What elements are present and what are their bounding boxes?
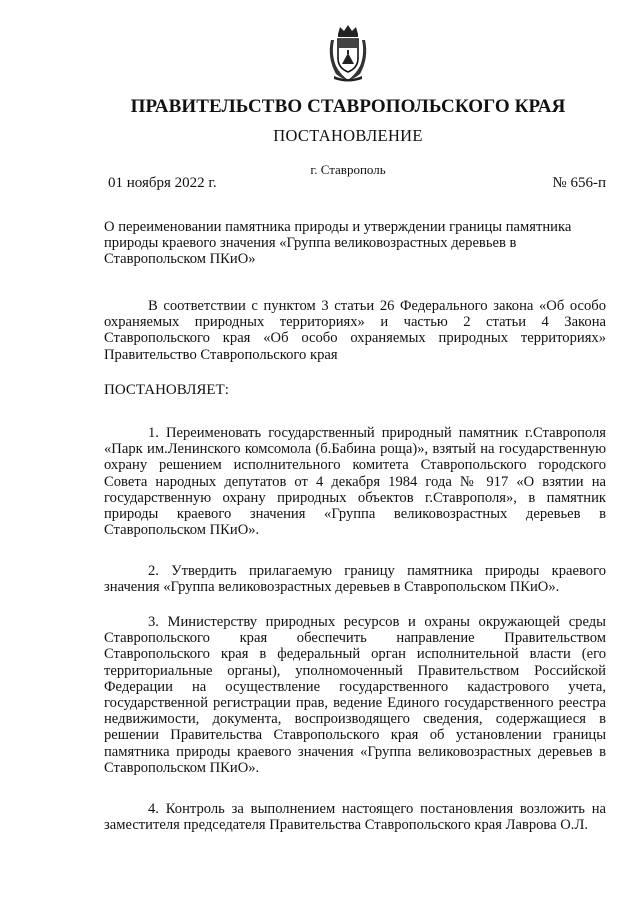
document-date: 01 ноября 2022 г. (108, 175, 217, 191)
subject-text: О переименовании памятника природы и утверждении границы памятника природы краевого значения «Группа великовозрастных деревьев в Ставропольском ПКиО» (104, 219, 572, 268)
preamble-text: В соответствии с пунктом 3 статьи 26 Федерального закона «Об особо охраняемых природных территориях» и частью 2 статьи 4 Закона Ставропольского края «Об особо охраняемых природных территориях» Правительство Ставропольского края (104, 298, 606, 363)
clause-4 (104, 801, 606, 833)
clause-3 (104, 614, 606, 776)
clause-4-text: 4. Контроль за выполнением настоящего постановления возложить на заместителя председателя Правительства Ставропольского края Лаврова О.Л. (104, 801, 606, 834)
resolves-heading: ПОСТАНОВЛЯЕТ: (104, 382, 229, 398)
document-type: ПОСТАНОВЛЕНИЕ (273, 126, 423, 145)
clause-1-text: 1. Переименовать государственный природный памятник г.Ставрополя «Парк им.Ленинского комсомола (б.Бабина роща)», взятый на государственную охрану решением исполнительного комитета Ставропольского городского Совета народных депутатов от 4 декабря 1984 года № 917 «О взятии на государственную охрану природных объектов г.Ставрополя», в памятник природы краевого значения «Группа великовозрастных деревьев в Ставропольском ПКиО». (104, 425, 606, 539)
document-number: № 656-п (552, 175, 606, 191)
clause-3-text: 3. Министерству природных ресурсов и охраны окружающей среды Ставропольского края обеспечить направление Правительством Ставропольского края в федеральный орган исполнительной власти (его территориальные органы), уполномоченный Правительством Российской Федерации на осуществление государственного кадастрового учета, государственной регистрации прав, ведение Единого государственного реестра недвижимости, документа, воспроизводящего сведения, содержащиеся в решении Правительства Ставропольского края об установлении границы памятника природы краевого значения «Группа великовозрастных деревьев в Ставропольском ПКиО». (104, 614, 606, 776)
coat-of-arms-icon (326, 24, 370, 82)
clause-2 (104, 563, 606, 595)
city: г. Ставрополь (310, 162, 386, 177)
government-title: ПРАВИТЕЛЬСТВО СТАВРОПОЛЬСКОГО КРАЯ (130, 96, 566, 117)
preamble (104, 298, 606, 363)
clause-2-text: 2. Утвердить прилагаемую границу памятника природы краевого значения «Группа великовозрастных деревьев в Ставропольском ПКиО». (104, 563, 606, 596)
document-subject (104, 219, 606, 268)
clause-1 (104, 425, 606, 538)
